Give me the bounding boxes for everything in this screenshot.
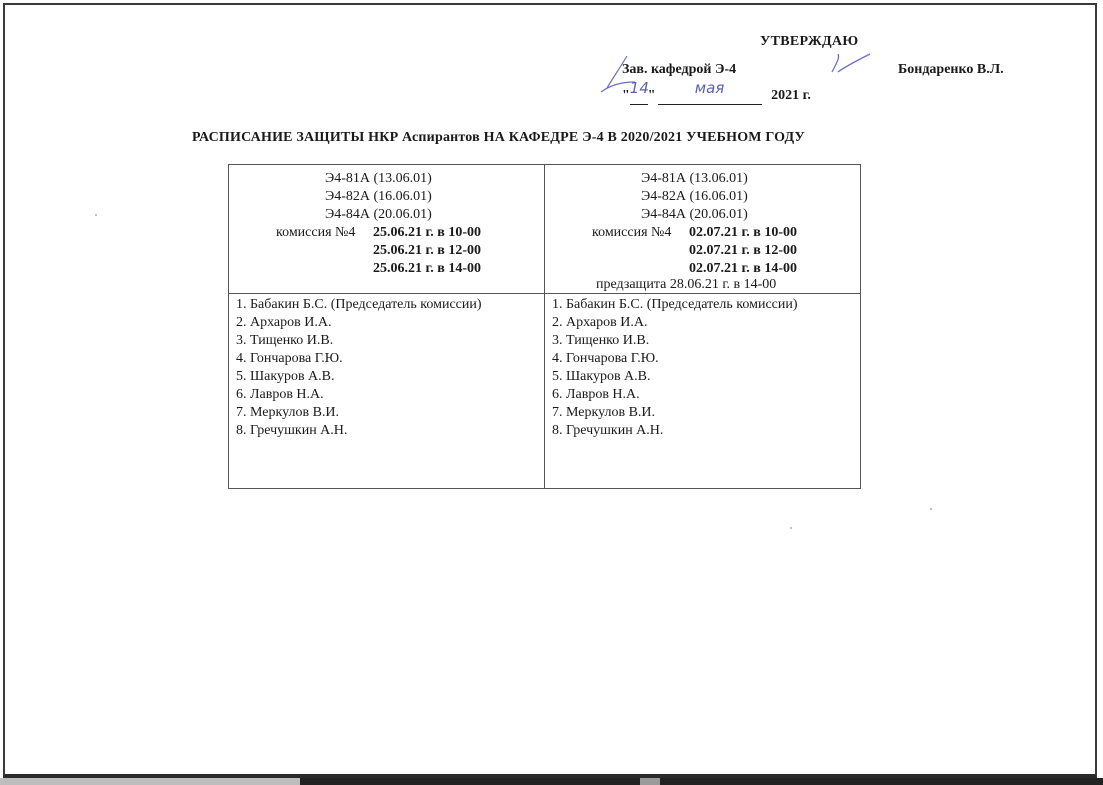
group-line: Э4-81А (13.06.01) bbox=[641, 171, 748, 186]
list-item: 6. Лавров Н.А. bbox=[236, 387, 324, 402]
list-item: 2. Архаров И.А. bbox=[552, 315, 648, 330]
list-item: 7. Меркулов В.И. bbox=[236, 405, 340, 420]
date-open-quote: " bbox=[622, 88, 630, 103]
group-line: Э4-82А (16.06.01) bbox=[641, 189, 748, 204]
schedule-cell-right bbox=[545, 165, 861, 294]
commission-label: комиссия №4 bbox=[276, 225, 356, 240]
list-item: 6. Лавров Н.А. bbox=[552, 387, 640, 402]
commission-members-right bbox=[545, 294, 861, 489]
date-day-field bbox=[629, 79, 649, 105]
approval-date bbox=[622, 79, 811, 105]
list-item: 3. Тищенко И.В. bbox=[236, 333, 334, 348]
date-close-quote: " bbox=[647, 88, 656, 103]
group-line: Э4-81А (13.06.01) bbox=[325, 171, 432, 186]
head-of-department-label: Зав. кафедрой Э-4 bbox=[622, 62, 737, 77]
list-item: 5. Шакуров А.В. bbox=[236, 369, 335, 384]
defense-date: 25.06.21 г. в 14-00 bbox=[373, 261, 482, 276]
list-item: 8. Гречушкин А.Н. bbox=[552, 423, 664, 438]
scan-edge bbox=[0, 778, 1103, 785]
list-item: 2. Архаров И.А. bbox=[236, 315, 332, 330]
schedule-table bbox=[228, 164, 861, 489]
date-day-handwritten: 14 bbox=[629, 79, 649, 97]
defense-date: 25.06.21 г. в 12-00 bbox=[373, 243, 482, 258]
approve-heading: УТВЕРЖДАЮ bbox=[760, 34, 859, 49]
scan-speck bbox=[930, 508, 932, 510]
head-of-department-name: Бондаренко В.Л. bbox=[898, 62, 1004, 77]
date-year: 2021 г. bbox=[771, 88, 811, 103]
commission-label: комиссия №4 bbox=[592, 225, 672, 240]
list-item: 7. Меркулов В.И. bbox=[552, 405, 656, 420]
table-row bbox=[229, 165, 861, 294]
defense-date: 25.06.21 г. в 10-00 bbox=[373, 225, 482, 240]
defense-date: 02.07.21 г. в 10-00 bbox=[689, 225, 798, 240]
signature-icon bbox=[828, 50, 874, 76]
date-month-field bbox=[658, 79, 762, 105]
document-title: РАСПИСАНИЕ ЗАЩИТЫ НКР Аспирантов НА КАФЕДРЕ Э-4 В 2020/2021 УЧЕБНОМ ГОДУ bbox=[192, 130, 806, 145]
list-item: 3. Тищенко И.В. bbox=[552, 333, 650, 348]
scan-speck bbox=[95, 214, 97, 216]
date-month-handwritten: мая bbox=[694, 79, 725, 97]
scan-speck bbox=[790, 527, 792, 529]
list-item: 5. Шакуров А.В. bbox=[552, 369, 651, 384]
group-line: Э4-84А (20.06.01) bbox=[641, 207, 748, 222]
members-list bbox=[545, 294, 860, 440]
list-item: 4. Гончарова Г.Ю. bbox=[236, 351, 343, 366]
group-line: Э4-84А (20.06.01) bbox=[325, 207, 432, 222]
commission-members-left bbox=[229, 294, 545, 489]
list-item: 4. Гончарова Г.Ю. bbox=[552, 351, 659, 366]
schedule-cell-left bbox=[229, 165, 545, 294]
predefense-date: предзащита 28.06.21 г. в 14-00 bbox=[596, 277, 777, 292]
table-row bbox=[229, 294, 861, 489]
defense-date: 02.07.21 г. в 12-00 bbox=[689, 243, 798, 258]
list-item: 8. Гречушкин А.Н. bbox=[236, 423, 348, 438]
members-list bbox=[229, 294, 544, 440]
list-item: 1. Бабакин Б.С. (Председатель комиссии) bbox=[552, 297, 798, 312]
group-line: Э4-82А (16.06.01) bbox=[325, 189, 432, 204]
list-item: 1. Бабакин Б.С. (Председатель комиссии) bbox=[236, 297, 482, 312]
defense-date: 02.07.21 г. в 14-00 bbox=[689, 261, 798, 276]
